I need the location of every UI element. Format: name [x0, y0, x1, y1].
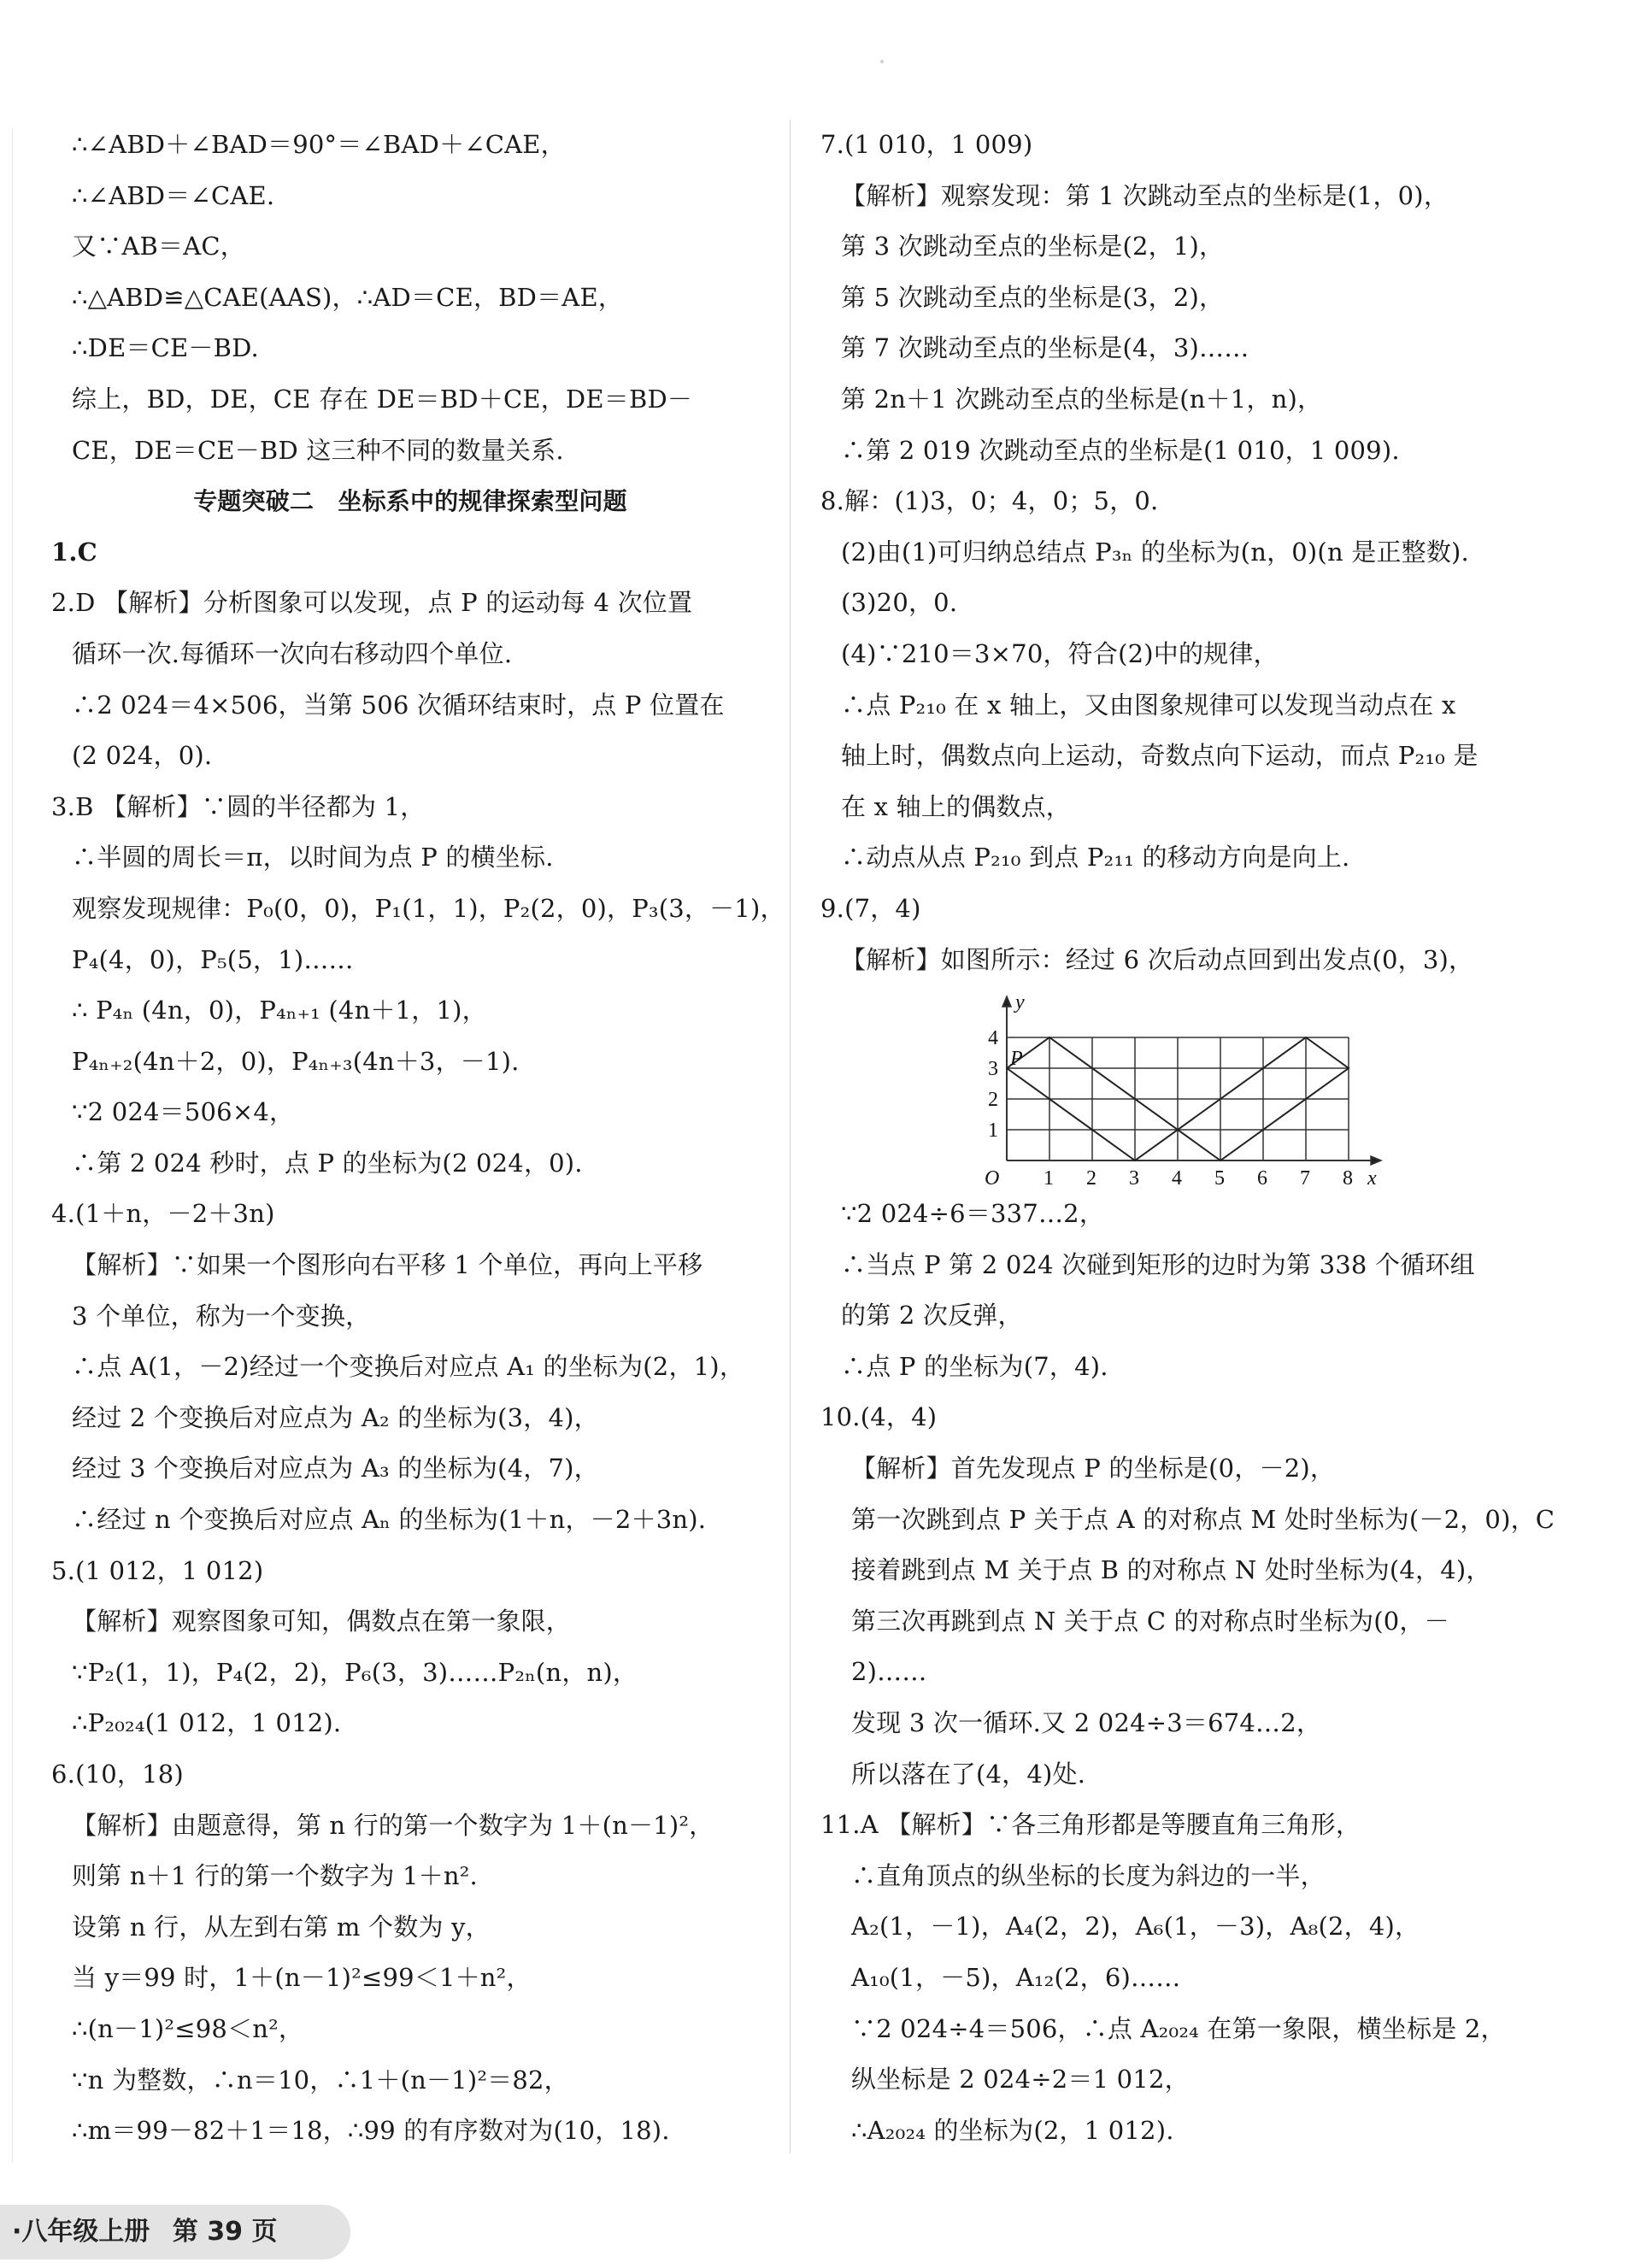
text-line: ∴DE＝CE－BD.: [72, 333, 259, 363]
text-line: 4.(1＋n，－2＋3n): [51, 1199, 275, 1229]
y-axis-label: y: [1015, 991, 1025, 1014]
text-line: 观察发现规律：P₀(0，0)，P₁(1，1)，P₂(2，0)，P₃(3，－1)，: [72, 893, 785, 923]
grid-figure: [983, 990, 1393, 1186]
page-number: 第 39 页: [172, 2217, 278, 2247]
text-line: 又∵AB＝AC，: [72, 232, 245, 261]
y-tick-label: 3: [988, 1058, 998, 1080]
text-line: 经过 3 个变换后对应点为 A₃ 的坐标为(4，7)，: [72, 1454, 599, 1484]
text-line: 9.(7，4): [820, 893, 921, 923]
x-tick-label: 7: [1300, 1167, 1310, 1186]
text-line: 3 个单位，称为一个变换，: [72, 1301, 371, 1331]
text-line: 5.(1 012，1 012): [51, 1555, 264, 1585]
text-line: 【解析】首先发现点 P 的坐标是(0，－2)，: [851, 1454, 1336, 1484]
x-tick-label: 6: [1257, 1167, 1267, 1186]
x-tick-label: 8: [1343, 1167, 1353, 1186]
text-line: ∴经过 n 个变换后对应点 Aₙ 的坐标为(1＋n，－2＋3n).: [72, 1505, 707, 1535]
text-line: ∴ P₄ₙ (4n，0)，P₄ₙ₊₁ (4n＋1，1)，: [72, 996, 487, 1025]
text-line: ∴第 2 024 秒时，点 P 的坐标为(2 024，0).: [72, 1148, 583, 1178]
text-line: A₁₀(1，－5)，A₁₂(2，6)……: [851, 1963, 1181, 1992]
x-tick-label: 4: [1172, 1167, 1182, 1186]
answer-number: 1.C: [51, 537, 97, 567]
y-tick-label: 2: [988, 1089, 998, 1111]
grade-label: ·八年级上册: [12, 2217, 150, 2247]
text-line: 所以落在了(4，4)处.: [851, 1759, 1086, 1789]
text-line: A₂(1，－1)，A₄(2，2)，A₆(1，－3)，A₈(2，4)，: [851, 1912, 1420, 1942]
x-tick-label: 1: [1044, 1167, 1054, 1186]
text-line: P₄(4，0)，P₅(5，1)……: [72, 944, 354, 974]
x-tick-label: 2: [1086, 1167, 1096, 1186]
margin-rule: [12, 128, 13, 2162]
text-line: ∴m＝99－82＋1＝18，∴99 的有序数对为(10，18).: [72, 2116, 670, 2146]
text-line: ∴动点从点 P₂₁₀ 到点 P₂₁₁ 的移动方向是向上.: [841, 843, 1350, 873]
text-line: ∴点 P 的坐标为(7，4).: [841, 1351, 1108, 1381]
text-line: ∴点 P₂₁₀ 在 x 轴上，又由图象规律可以发现当动点在 x: [841, 690, 1456, 720]
text-line: ∵2 024÷6＝337…2，: [841, 1199, 1105, 1229]
text-line: 7.(1 010，1 009): [820, 130, 1033, 159]
text-line: 设第 n 行，从左到右第 m 个数为 y，: [72, 1912, 491, 1942]
text-line: ∴∠ABD＋∠BAD＝90°＝∠BAD＋∠CAE，: [72, 130, 566, 159]
text-line: ∵P₂(1，1)，P₄(2，2)，P₆(3，3)……P₂ₙ(n，n)，: [72, 1657, 638, 1687]
text-line: (2 024，0).: [72, 741, 213, 771]
text-line: (4)∵210＝3×70，符合(2)中的规律，: [841, 638, 1279, 668]
text-line: ∴∠ABD＝∠CAE.: [72, 180, 275, 210]
column-divider: [790, 120, 791, 2153]
text-line: 6.(10，18): [51, 1760, 184, 1789]
text-line: P₄ₙ₊₂(4n＋2，0)，P₄ₙ₊₃(4n＋3，－1).: [72, 1046, 520, 1076]
text-line: 轴上时，偶数点向上运动，奇数点向下运动，而点 P₂₁₀ 是: [841, 741, 1479, 771]
text-line: 【解析】观察发现：第 1 次跳动至点的坐标是(1，0)，: [841, 180, 1449, 210]
text-line: 10.(4，4): [820, 1402, 938, 1432]
text-line: 第 2n＋1 次跳动至点的坐标是(n＋1，n)，: [841, 384, 1323, 414]
text-line: 11.A 【解析】∵各三角形都是等腰直角三角形，: [820, 1810, 1361, 1840]
text-line: 发现 3 次一循环.又 2 024÷3＝674…2，: [851, 1708, 1322, 1738]
page-footer: [0, 2205, 350, 2259]
text-line: 的第 2 次反弹，: [841, 1301, 1023, 1331]
text-line: 循环一次.每循环一次向右移动四个单位.: [72, 638, 513, 668]
text-line: 当 y＝99 时，1＋(n－1)²≤99＜1＋n²，: [72, 1963, 532, 1993]
origin-label: O: [985, 1167, 1000, 1186]
text-line: ∴第 2 019 次跳动至点的坐标是(1 010，1 009).: [841, 435, 1400, 465]
section-heading: 专题突破二 坐标系中的规律探索型问题: [193, 487, 627, 516]
text-line: 2)……: [851, 1657, 927, 1687]
x-tick-label: 5: [1214, 1167, 1225, 1186]
text-line: ∴当点 P 第 2 024 次碰到矩形的边时为第 338 个循环组: [841, 1249, 1475, 1279]
text-line: ∴直角顶点的纵坐标的长度为斜边的一半，: [851, 1860, 1326, 1890]
text-line: 第一次跳到点 P 关于点 A 的对称点 M 处时坐标为(－2，0)，C: [851, 1504, 1555, 1534]
text-line: 第 5 次跳动至点的坐标是(3，2)，: [841, 282, 1225, 312]
y-axis-arrow: [1002, 996, 1011, 1007]
text-line: ∴(n－1)²≤98＜n²，: [72, 2013, 304, 2043]
text-line: ∴P₂₀₂₄(1 012，1 012).: [72, 1708, 342, 1738]
text-line: (2)由(1)可归纳总结点 P₃ₙ 的坐标为(n，0)(n 是正整数).: [841, 537, 1469, 567]
text-line: ∴2 024＝4×506，当第 506 次循环结束时，点 P 位置在: [72, 690, 725, 720]
text-line: 接着跳到点 M 关于点 B 的对称点 N 处时坐标为(4，4)，: [851, 1555, 1491, 1585]
text-line: 【解析】观察图象可知，偶数点在第一象限，: [72, 1607, 572, 1636]
text-line: ∵2 024÷4＝506，∴点 A₂₀₂₄ 在第一象限，横坐标是 2，: [851, 2013, 1506, 2043]
text-line: 经过 2 个变换后对应点为 A₂ 的坐标为(3，4)，: [72, 1402, 599, 1432]
left-column: [51, 120, 785, 2157]
text-line: 在 x 轴上的偶数点，: [841, 791, 1071, 821]
scan-dot: [880, 60, 884, 63]
text-line: 3.B 【解析】∵圆的半径都为 1，: [51, 791, 426, 821]
text-line: 【解析】∵如果一个图形向右平移 1 个单位，再向上平移: [72, 1250, 703, 1280]
text-line: ∴△ABD≌△CAE(AAS)，∴AD＝CE，BD＝AE，: [72, 282, 624, 312]
text-line: CE，DE＝CE－BD 这三种不同的数量关系.: [72, 435, 564, 465]
text-line: ∴半圆的周长＝π，以时间为点 P 的横坐标.: [72, 843, 554, 873]
text-line: 纵坐标是 2 024÷2＝1 012，: [851, 2065, 1190, 2095]
text-line: 第三次再跳到点 N 关于点 C 的对称点时坐标为(0，－: [851, 1606, 1449, 1636]
text-line: 8.解：(1)3，0；4，0；5，0.: [820, 486, 1159, 516]
text-line: 综上，BD，DE，CE 存在 DE＝BD＋CE，DE＝BD－: [72, 384, 693, 414]
text-line: 2.D 【解析】分析图象可以发现，点 P 的运动每 4 次位置: [51, 588, 693, 618]
x-axis-label: x: [1367, 1167, 1377, 1186]
text-line: 则第 n＋1 行的第一个数字为 1＋n².: [72, 1861, 478, 1891]
text-line: 【解析】如图所示：经过 6 次后动点回到出发点(0，3)，: [841, 944, 1474, 974]
text-line: 第 3 次跳动至点的坐标是(2，1)，: [841, 232, 1225, 261]
text-line: 【解析】由题意得，第 n 行的第一个数字为 1＋(n－1)²，: [72, 1810, 714, 1840]
y-tick-label: 4: [988, 1027, 998, 1049]
text-line: ∵2 024＝506×4，: [72, 1097, 295, 1127]
text-line: ∴点 A(1，－2)经过一个变换后对应点 A₁ 的坐标为(2，1)，: [72, 1352, 745, 1382]
text-line: ∵n 为整数，∴n＝10，∴1＋(n－1)²＝82，: [72, 2065, 569, 2095]
text-line: (3)20，0.: [841, 588, 958, 618]
x-tick-label: 3: [1129, 1167, 1139, 1186]
x-axis-arrow: [1371, 1156, 1381, 1165]
text-line: ∴A₂₀₂₄ 的坐标为(2，1 012).: [851, 2115, 1174, 2145]
point-label: P: [1010, 1048, 1023, 1070]
y-tick-label: 1: [988, 1119, 998, 1142]
text-line: 第 7 次跳动至点的坐标是(4，3)……: [841, 333, 1249, 363]
